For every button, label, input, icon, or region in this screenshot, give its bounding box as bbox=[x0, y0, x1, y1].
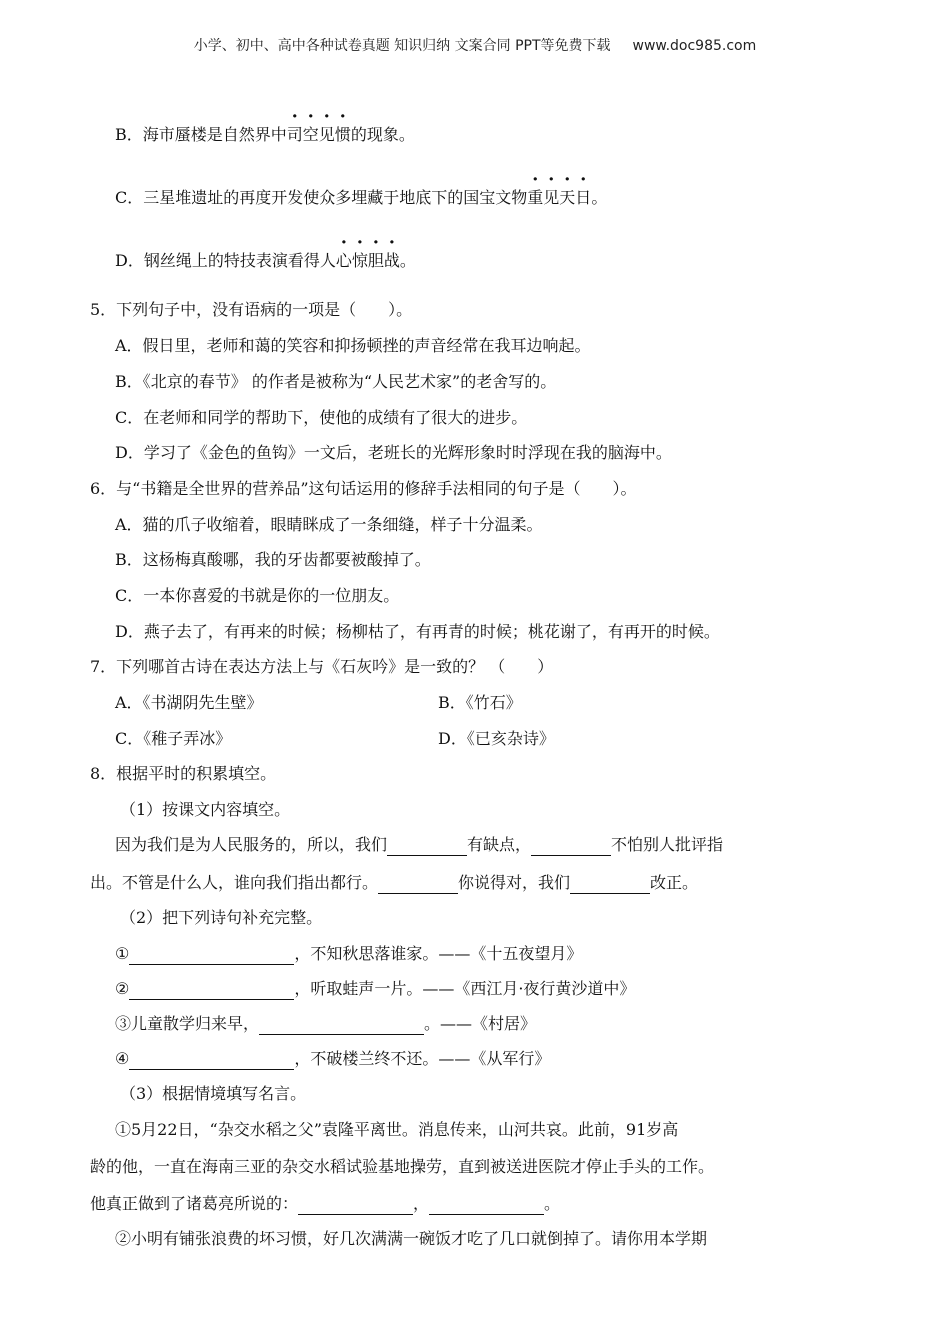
fill-blank[interactable] bbox=[429, 1196, 544, 1215]
fill-blank[interactable] bbox=[378, 875, 458, 894]
q6-option-a: A．猫的爪子收缩着，眼睛眯成了一条细缝，样子十分温柔。 bbox=[115, 515, 543, 534]
fill-blank[interactable] bbox=[531, 837, 611, 856]
dotted-char: 见 bbox=[543, 188, 560, 207]
q8-part3-para1-line2: 龄的他，一直在海南三亚的杂交水稻试验基地操劳，直到被送进医院才停止手头的工作。 bbox=[90, 1157, 715, 1176]
q7-option-a: A．《书湖阴先生壁》 bbox=[115, 693, 263, 712]
q4-option-c: C．三星堆遗址的再度开发使众多埋藏于地底下的国宝文物重见天日。 bbox=[115, 188, 608, 207]
dotted-char: 空 bbox=[302, 125, 319, 144]
poem-line-1: ① ，不知秋思落谁家。——《十五夜望月》 bbox=[115, 944, 583, 963]
fill-blank[interactable] bbox=[129, 946, 294, 965]
q8-part2-title: （2）把下列诗句补充完整。 bbox=[120, 908, 323, 927]
header-text: 小学、初中、高中各种试卷真题 知识归纳 文案合同 PPT等免费下载 bbox=[193, 38, 611, 54]
q5-option-b: B．《北京的春节》 的作者是被称为“人民艺术家”的老舍写的。 bbox=[115, 372, 557, 391]
dotted-char: 司 bbox=[286, 125, 303, 144]
fill-blank[interactable] bbox=[570, 875, 650, 894]
fill-blank[interactable] bbox=[298, 1196, 413, 1215]
dotted-char: 惯 bbox=[334, 125, 351, 144]
q6-option-b: B．这杨梅真酸哪，我的牙齿都要被酸掉了。 bbox=[115, 550, 431, 569]
q8-part3-para2-line1: ②小明有铺张浪费的坏习惯，好几次满满一碗饭才吃了几口就倒掉了。请你用本学期 bbox=[115, 1229, 708, 1248]
dotted-char: 惊 bbox=[351, 251, 368, 270]
dotted-char: 战 bbox=[383, 251, 400, 270]
q7-option-b: B．《竹石》 bbox=[438, 693, 522, 712]
q6-stem: 6．与“书籍是全世界的营养品”这句话运用的修辞手法相同的句子是（ ）。 bbox=[90, 479, 637, 498]
q5-option-c: C．在老师和同学的帮助下，使他的成绩有了很大的进步。 bbox=[115, 408, 528, 427]
dotted-char: 心 bbox=[335, 251, 352, 270]
dotted-char: 胆 bbox=[367, 251, 384, 270]
q4-option-b: B．海市蜃楼是自然界中司空见惯的现象。 bbox=[115, 125, 415, 144]
header-site-link[interactable]: www.doc985.com bbox=[632, 38, 757, 54]
q8-part1-line1: 因为我们是为人民服务的，所以，我们 有缺点， 不怕别人批评指 bbox=[115, 835, 724, 854]
q6-option-d: D．燕子去了，有再来的时候；杨柳枯了，有再青的时候；桃花谢了，有再开的时候。 bbox=[115, 622, 720, 641]
fill-blank[interactable] bbox=[387, 837, 467, 856]
poem-line-3: ③儿童散学归来早， 。——《村居》 bbox=[115, 1014, 537, 1033]
fill-blank[interactable] bbox=[259, 1016, 424, 1035]
fill-blank[interactable] bbox=[129, 1051, 294, 1070]
q5-stem: 5．下列句子中，没有语病的一项是（ ）。 bbox=[90, 300, 413, 319]
dotted-char: 见 bbox=[318, 125, 335, 144]
q8-part3-title: （3）根据情境填写名言。 bbox=[120, 1084, 307, 1103]
poem-line-4: ④ ，不破楼兰终不还。——《从军行》 bbox=[115, 1049, 551, 1068]
fill-blank[interactable] bbox=[129, 981, 294, 1000]
q4-option-d: D．钢丝绳上的特技表演看得人心惊胆战。 bbox=[115, 251, 416, 270]
q8-stem: 8．根据平时的积累填空。 bbox=[90, 764, 277, 783]
q8-part1-title: （1）按课文内容填空。 bbox=[120, 800, 291, 819]
q6-option-c: C．一本你喜爱的书就是你的一位朋友。 bbox=[115, 586, 400, 605]
dotted-char: 天 bbox=[559, 188, 576, 207]
q7-option-c: C．《稚子弄冰》 bbox=[115, 729, 232, 748]
poem-line-2: ② ，听取蛙声一片。——《西江月·夜行黄沙道中》 bbox=[115, 979, 636, 998]
dotted-char: 日 bbox=[575, 188, 592, 207]
q5-option-d: D．学习了《金色的鱼钩》一文后，老班长的光辉形象时时浮现在我的脑海中。 bbox=[115, 443, 672, 462]
q5-option-a: A．假日里，老师和蔼的笑容和抑扬顿挫的声音经常在我耳边响起。 bbox=[115, 336, 591, 355]
page-header bbox=[0, 35, 950, 55]
q8-part3-para1-line1: ①5月22日，“杂交水稻之父”袁隆平离世。消息传来，山河共哀。此前，91岁高 bbox=[115, 1120, 679, 1139]
q8-part3-para1-line3: 他真正做到了诸葛亮所说的： ， 。 bbox=[90, 1194, 561, 1213]
q7-option-d: D．《已亥杂诗》 bbox=[438, 729, 555, 748]
q7-stem: 7．下列哪首古诗在表达方法上与《石灰吟》是一致的？ （ ） bbox=[90, 657, 554, 676]
dotted-char: 重 bbox=[527, 188, 544, 207]
q8-part1-line2: 出。不管是什么人，谁向我们指出都行。 你说得对，我们 改正。 bbox=[90, 873, 699, 892]
